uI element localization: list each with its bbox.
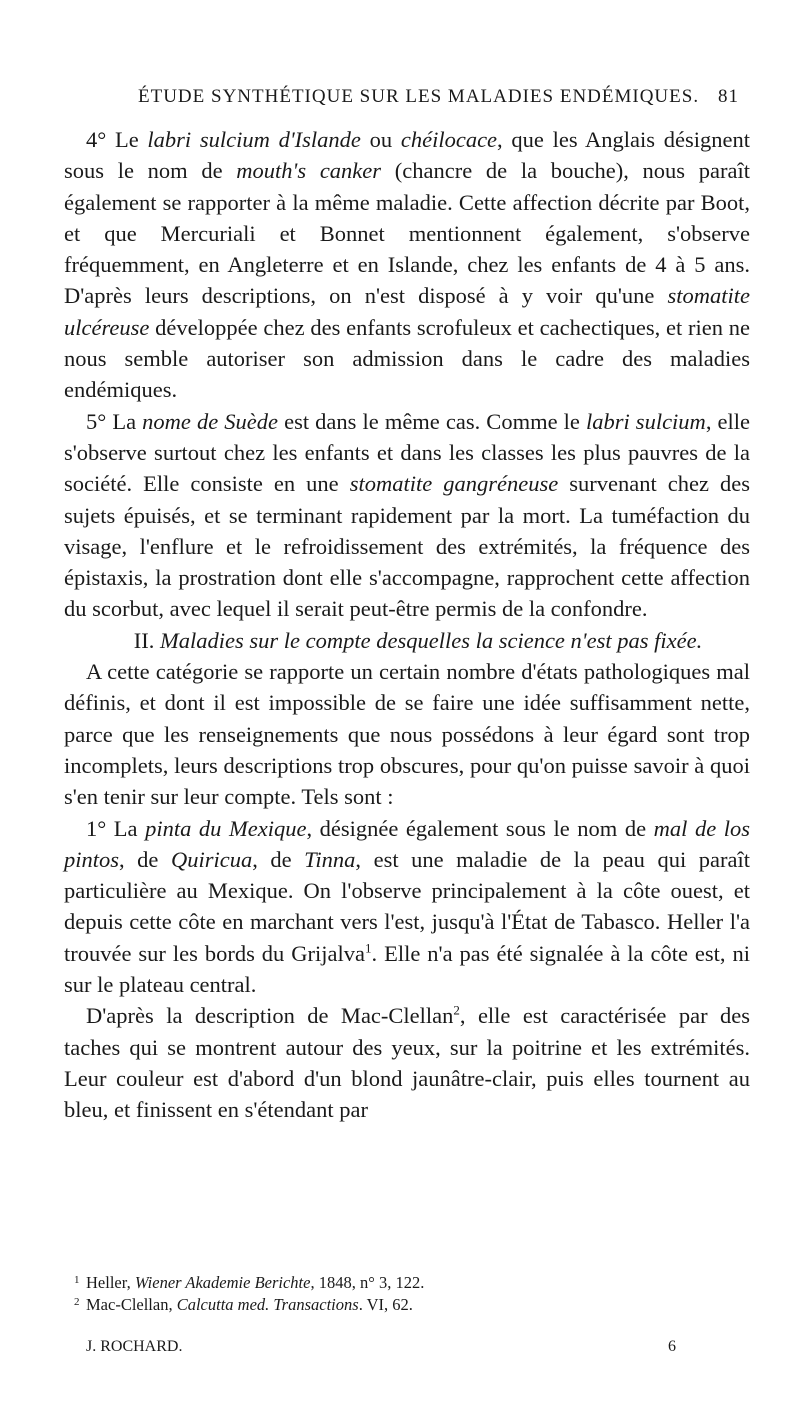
footnote-ref: 2 [453,1002,460,1018]
text-run: 1° La [86,815,146,841]
italic-term: Calcutta med. Transactions [176,1295,359,1314]
italic-term: Wiener Akademie Berichte [134,1273,311,1292]
italic-term: Tinna [304,846,356,872]
paragraph-1 [64,813,750,1001]
paragraph-description [64,1000,750,1125]
text-run: D'après la description de Mac-Clellan [86,1003,454,1029]
footnote-mark: 2 [74,1296,80,1308]
footnote [64,1294,750,1316]
text-run: , désignée également sous le nom de [306,815,654,841]
paragraph-4 [64,124,750,406]
text-run: ou [360,127,401,152]
text-run: . VI, 62. [358,1295,413,1314]
text-run: . Elle n'a pas été signalée à la côte est, ni sur le plateau central. [64,940,750,998]
text-run: Mac-Clellan, [86,1295,177,1314]
text-run: , de [252,846,305,872]
italic-term: stomatite ulcéreuse [64,283,750,340]
page-number: 81 [718,86,739,107]
text-run: , elle s'observe surtout chez les enfants et dans les classes les plus pauvres de la société. Elle consiste en une [64,408,750,497]
text-run: survenant chez des sujets épuisés, et se terminant rapidement par la mort. La tuméfaction du visage, l'enflure et le refroidissement des extrémités, la fréquence des épistaxis, la prostration dont elle s'accompagne, rapprochent cette affection du scorbut, avec lequel il serait peut-être permis de la confondre. [64,471,750,622]
italic-term: mouth's canker [236,158,382,184]
page-footer [86,1338,736,1356]
text-run: 5° La [86,408,143,434]
italic-term: nome de Suède [142,408,279,434]
author-name: J. ROCHARD. [86,1338,183,1355]
italic-term: chéilocace [400,127,498,152]
text-run: , 1848, n° 3, 122. [310,1273,425,1292]
paragraph-5 [64,406,750,625]
section-title: Maladies sur le compte desquelles la science n'est pas fixée. [160,627,703,653]
footnote [64,1272,750,1294]
italic-term: mal de los pintos [64,815,751,872]
text-run: est dans le même cas. Comme le [278,408,586,434]
footnote-mark: 1 [74,1274,80,1286]
text-run: Heller, [86,1273,135,1292]
main-text [64,124,750,1126]
italic-term: Quiricua [170,846,253,872]
footnote-ref: 1 [364,940,372,956]
italic-term: stomatite gangréneuse [349,471,559,497]
section-heading [64,625,750,656]
italic-term: labri sulcium [585,408,706,434]
paragraph-intro: A cette catégorie se rapporte un certain nombre d'états pathologiques mal définis, et dont il est impossible de se faire une idée suffisamment nette, parce que les renseignements que nous possédons à leur égard sont trop incomplets, leurs descriptions trop obscures, pour qu'on puisse savoir à quoi s'en tenir sur leur compte. Tels sont : [64,659,750,810]
text-run: , de [119,846,171,872]
running-title: ÉTUDE SYNTHÉTIQUE SUR LES MALADIES ENDÉMIQUES. [138,86,700,107]
text-run: , que les Anglais désignent sous le nom de [64,127,751,184]
running-header [0,86,801,110]
text-run: , elle est caractérisée par des taches qui se montrent autour des yeux, sur la poitrine et les extrémités. Leur couleur est d'abord d'un blond jaunâtre-clair, puis elles tournent au bleu, et finissent en s'étendant par [64,1003,750,1123]
text-run: 4° Le [86,127,148,152]
text-run: (chancre de la bouche), nous paraît également se rapporter à la même maladie. Cette affection décrite par Boot, et que Mercuriali et Bonnet mentionnent également, s'observe fréquemment, en Angleterre et en Islande, chez les enfants de 4 à 5 ans. D'après leurs descriptions, on n'est disposé à y voir qu'une [64,158,750,309]
section-number: II. [133,627,161,653]
footnotes [64,1272,750,1316]
italic-term: pinta du Mexique [145,815,307,841]
italic-term: labri sulcium d'Islande [147,127,361,152]
signature-mark: 6 [668,1338,676,1355]
text-run: , est une maladie de la peau qui paraît particulière au Mexique. On l'observe principalement à la côte ouest, et depuis cette côte en marchant vers l'est, jusqu'à l'État de Tabasco. Heller l'a trouvée sur les bords du Grijalva [64,846,750,966]
text-run: développée chez des enfants scrofuleux et cachectiques, et rien ne nous semble autoriser son admission dans le cadre des maladies endémiques. [64,314,750,403]
